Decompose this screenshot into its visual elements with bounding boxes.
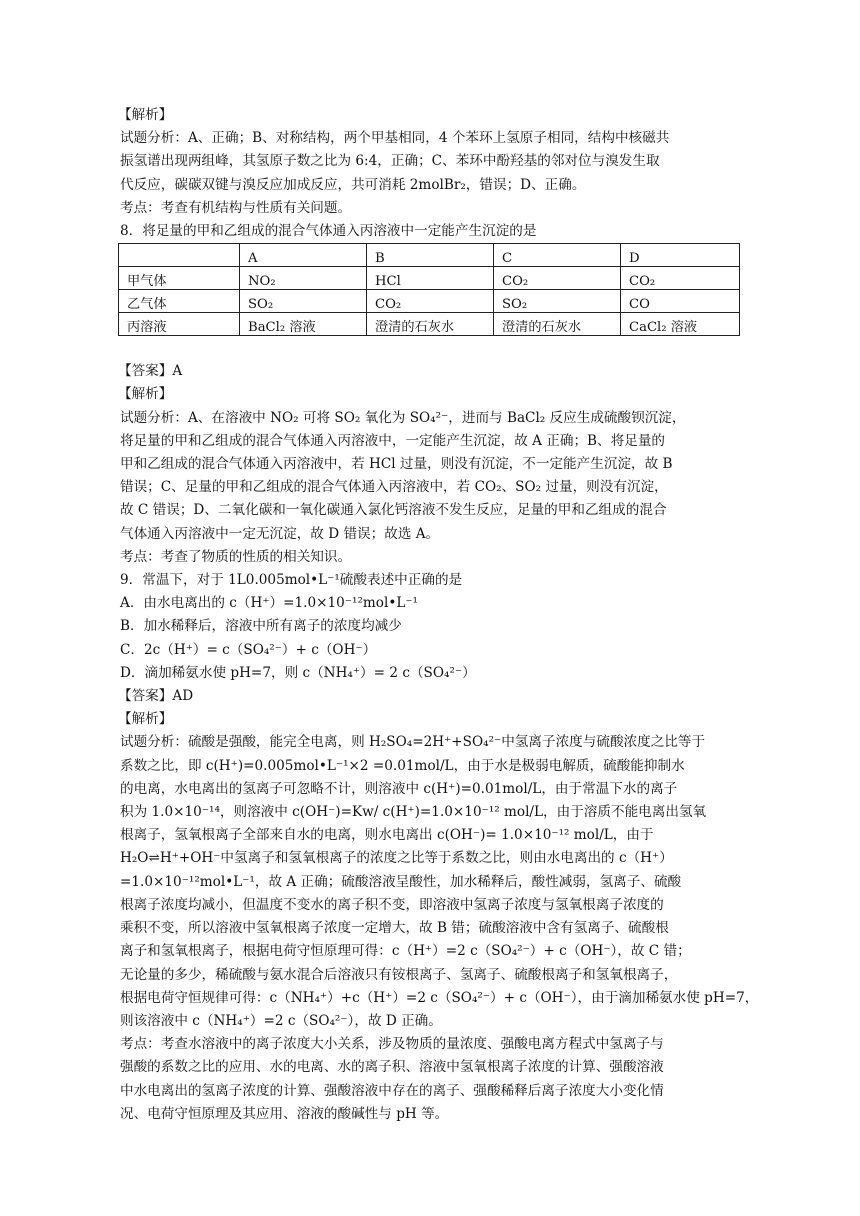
analysis-line: 系数之比，即 c(H⁺)=0.005mol•L⁻¹×2 =0.01mol/L，由于水是极弱电解质，硫酸能抑制水 [120, 757, 685, 774]
spacer [120, 336, 740, 360]
key-point-line: 中水电离出的氢离子浓度的计算、强酸溶液中存在的离子、强酸稀释后离子浓度大小变化情 [120, 1082, 664, 1099]
table-cell: D [621, 244, 740, 267]
section-heading-analysis: 【解析】 [118, 107, 173, 123]
option-d: D．滴加稀氨水使 pH=7，则 c（NH₄⁺）= 2 c（SO₄²⁻） [120, 664, 476, 681]
table-cell: 丙溶液 [119, 313, 240, 336]
table-row [119, 313, 740, 336]
table-cell: 澄清的石灰水 [367, 313, 494, 336]
analysis-line: 代反应，碳碳双键与溴反应加成反应，共可消耗 2molBr₂，错误；D、正确。 [120, 176, 586, 193]
analysis-line: 振氢谱出现两组峰，其氢原子数之比为 6:4，正确；C、苯环中酚羟基的邻对位与溴发生取 [120, 153, 660, 170]
analysis-line: 试题分析：A、在溶液中 NO₂ 可将 SO₂ 氧化为 SO₄²⁻，进而与 BaCl₂ 反应生成硫酸钡沉淀， [120, 409, 686, 426]
table-cell: 乙气体 [119, 290, 240, 313]
table-cell: A [240, 244, 367, 267]
analysis-line: 根离子，氢氧根离子全部来自水的电离，则水电离出 c(OH⁻)= 1.0×10⁻¹² mol/L，由于 [120, 827, 654, 844]
analysis-line: 积为 1.0×10⁻¹⁴，则溶液中 c(OH⁻)=Kw/ c(H⁺)=1.0×10⁻¹² mol/L，由于溶质不能电离出氢氧 [120, 804, 707, 821]
table-cell: SO₂ [240, 290, 367, 313]
analysis-line: 错误；C、足量的甲和乙组成的混合气体通入丙溶液中，若 CO₂、SO₂ 过量，则没有沉淀， [120, 479, 668, 496]
table-row [119, 244, 740, 267]
option-b: B．加水稀释后，溶液中所有离子的浓度均减少 [120, 618, 402, 635]
analysis-line: 将足量的甲和乙组成的混合气体通入丙溶液中，一定能产生沉淀，故 A 正确；B、将足量的 [120, 432, 666, 449]
analysis-line: 气体通入丙溶液中一定无沉淀，故 D 错误；故选 A。 [120, 525, 440, 542]
table-cell: NO₂ [240, 267, 367, 290]
key-point-line: 考点：考查水溶液中的离子浓度大小关系，涉及物质的量浓度、强酸电离方程式中氢离子与 [120, 1036, 664, 1053]
section-heading-analysis: 【解析】 [118, 711, 173, 728]
analysis-line: =1.0×10⁻¹²mol•L⁻¹，故 A 正确；硫酸溶液呈酸性，加水稀释后，酸性减弱，氢离子、硫酸 [120, 873, 682, 890]
table-cell: BaCl₂ 溶液 [240, 313, 367, 336]
analysis-line: 则该溶液中 c（NH₄⁺）=2 c（SO₄²⁻），故 D 正确。 [120, 1012, 442, 1029]
analysis-line: 根离子浓度均减小，但温度不变水的离子积不变，即溶液中氢离子浓度与氢氧根离子浓度的 [120, 896, 664, 913]
analysis-line: 故 C 错误；D、二氧化碳和一氧化碳通入氯化钙溶液不发生反应，足量的甲和乙组成的混合 [120, 502, 667, 519]
table-cell [119, 244, 240, 267]
analysis-line: H₂O⇌H⁺+OH⁻中氢离子和氢氧根离子的浓度之比等于系数之比，则由水电离出的 c（H⁺） [120, 850, 673, 867]
section-heading-analysis: 【解析】 [118, 386, 173, 403]
key-point-line: 考点：考查有机结构与性质有关问题。 [120, 199, 352, 216]
document-page [118, 104, 759, 1126]
options-table [118, 243, 740, 336]
question-stem: 9．常温下，对于 1L0.005mol•L⁻¹硫酸表述中正确的是 [120, 572, 463, 589]
analysis-line: 试题分析：硫酸是强酸，能完全电离，则 H₂SO₄=2H⁺+SO₄²⁻中氢离子浓度与硫酸浓度之比等于 [120, 734, 706, 751]
analysis-line: 的电离，水电离出的氢离子可忽略不计，则溶液中 c(H⁺)=0.01mol/L，由于常温下水的离子 [120, 780, 678, 797]
table-cell: CaCl₂ 溶液 [621, 313, 740, 336]
answer-line: 【答案】AD [118, 688, 194, 705]
analysis-line: 试题分析：A、正确；B、对称结构，两个甲基相同，4 个苯环上氢原子相同，结构中核磁共 [120, 130, 670, 147]
table-cell: B [367, 244, 494, 267]
table-cell: CO [621, 290, 740, 313]
table-row [119, 267, 740, 290]
table-cell: CO₂ [494, 267, 621, 290]
analysis-line: 无论量的多少，稀硫酸与氨水混合后溶液只有铵根离子、氢离子、硫酸根离子和氢氧根离子， [120, 966, 678, 983]
option-a: A．由水电离出的 c（H⁺）=1.0×10⁻¹²mol•L⁻¹ [120, 595, 418, 612]
key-point-line: 况、电荷守恒原理及其应用、溶液的酸碱性与 pH 等。 [120, 1105, 449, 1122]
table-cell: 澄清的石灰水 [494, 313, 621, 336]
key-point-line: 考点：考查了物质的性质的相关知识。 [120, 548, 352, 565]
analysis-line: 离子和氢氧根离子，根据电荷守恒原理可得：c（H⁺）=2 c（SO₄²⁻）+ c（OH⁻），故 C 错； [120, 943, 691, 960]
table-cell: 甲气体 [119, 267, 240, 290]
analysis-line: 乘积不变，所以溶液中氢氧根离子浓度一定增大，故 B 错；硫酸溶液中含有氢离子、硫酸根 [120, 920, 669, 937]
option-c: C．2c（H⁺）= c（SO₄²⁻）+ c（OH⁻） [120, 641, 377, 658]
analysis-line: 甲和乙组成的混合气体通入丙溶液中，若 HCl 过量，则没有沉淀，不一定能产生沉淀，故 B [120, 456, 673, 473]
analysis-line: 根据电荷守恒规律可得：c（NH₄⁺）+c（H⁺）=2 c（SO₄²⁻）+ c（OH⁻），由于滴加稀氨水使 pH=7， [120, 989, 759, 1006]
question-stem: 8．将足量的甲和乙组成的混合气体通入丙溶液中一定能产生沉淀的是 [120, 223, 537, 240]
table-cell: CO₂ [367, 290, 494, 313]
table-cell: CO₂ [621, 267, 740, 290]
table-cell: SO₂ [494, 290, 621, 313]
key-point-line: 强酸的系数之比的应用、水的电离、水的离子积、溶液中氢氧根离子浓度的计算、强酸溶液 [120, 1059, 664, 1076]
table-cell: HCl [367, 267, 494, 290]
table-cell: C [494, 244, 621, 267]
table-row [119, 290, 740, 313]
answer-line: 【答案】A [118, 363, 183, 380]
